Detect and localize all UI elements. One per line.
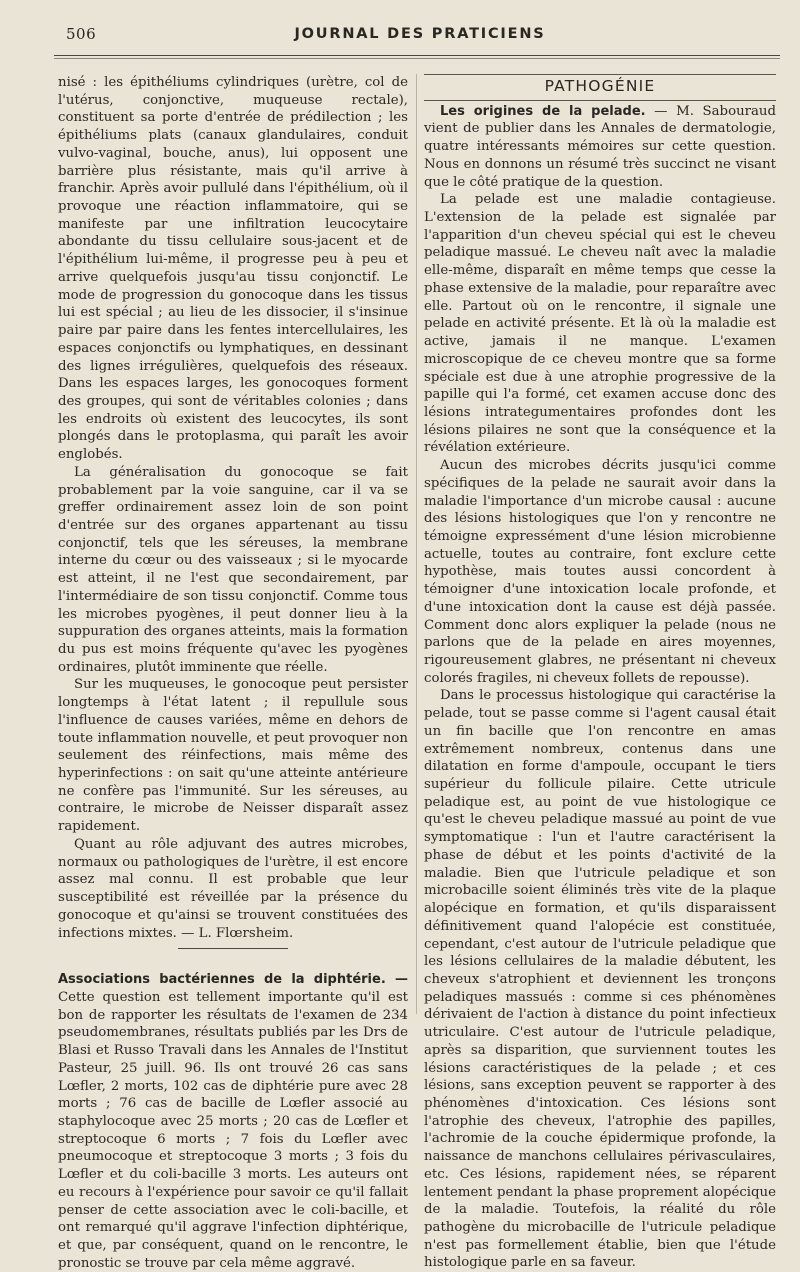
paragraph: La pelade est une maladie contagieuse. L'extension de la pelade est signalée par l'apparition d'un cheveu spécial qui est le cheveu peladique massué. Le cheveu naît avec la maladie elle-même, disparaît en même temps que cesse la phase extensive de la maladie, pour reparaître avec elle. Partout où on le rencontre, il signale une pelade en activité présente. Et là où la maladie est active, jamais il ne manque. L'examen microscopique de ce cheveu montre que sa forme spéciale est due à une atrophie progressive de la papille qui l'a formé, cet examen accuse donc des lésions intrategumentaires profondes dont les lésions pilaires ne sont que la conséquence et la révélation extérieure.	[424, 192, 776, 456]
paragraph: Sur les muqueuses, le gonocoque peut persister longtemps à l'état latent ; il repullule sous l'influence de causes variées, même en dehors de toute inflammation nouvelle, et peut provoquer non seulement des réinfections, mais même des hyperinfections : on sait qu'une atteinte antérieure ne confère pas l'immunité. Sur les séreuses, au contraire, le microbe de Neisser disparaît assez rapidement.	[58, 677, 408, 835]
article-intro-text: — M. Sabouraud vient de publier dans les Annales de dermatologie, quatre intéressants mémoires sur cette question. Nous en donnons un résumé très succinct ne visant que le côté pratique de la question.	[424, 103, 776, 190]
article-separator	[178, 948, 288, 949]
article-title: Les origines de la pelade.	[440, 103, 646, 119]
paragraph: nisé : les épithéliums cylindriques (urètre, col de l'utérus, conjonctive, muqueuse rectale), constituent sa porte d'entrée de prédilection ; les épithéliums plats (canaux glandulaires, conduit vulvo-vaginal, bouche, anus), lui opposent une barrière plus résistante, mais qu'il arrive à franchir. Après avoir pullulé dans l'épithélium, où il provoque une réaction inflammatoire, qui se manifeste par une infiltration leucocytaire abondante du tissu cellulaire sous-jacent et de l'épithélium lui-même, il progresse peu à peu et arrive quelquefois jusqu'au tissu conjonctif. Le mode de progression du gonocoque dans les tissus lui est spécial ; au lieu de les dissocier, il s'insinue paire par paire dans les fentes intercellulaires, les espaces conjonctifs ou lymphatiques, en dessinant des lignes irrégulières, quelquefois des réseaux. Dans les espaces larges, les gonocoques forment des groupes, qui sont de véritables colonies ; dans les endroits où existent des leucocytes, ils sont plongés dans le protoplasma, qui paraît les avoir englobés.	[58, 75, 408, 463]
journal-title: JOURNAL DES PRATICIENS	[294, 26, 546, 42]
left-column	[58, 74, 408, 1272]
article-text: Cette question est tellement importante qu'il est bon de rapporter les résultats de l'examen de 234 pseudomembranes, résultats publiés par les Drs de Blasi et Russo Travali dans les Annales de l'Institut Pasteur, 25 juill. 96. Ils ont trouvé 26 cas sans Lœfler, 2 morts, 102 cas de diphtérie pure avec 28 morts ; 76 cas de bacille de Lœfler associé au staphylocoque avec 25 morts ; 20 cas de Lœfler et streptocoque 6 morts ; 7 fois du Lœfler avec pneumocoque et streptocoque 3 morts ; 3 fois du Lœfler et du coli-bacille 3 morts. Les auteurs ont eu recours à l'expérience pour savoir ce qu'il fallait penser de cette association avec le coli-bacille, et ont remarqué qu'il aggrave l'infection diphtérique, et que, par conséquent, quand on le rencontre, le pronostic se trouve par cela même aggravé.	[58, 989, 408, 1271]
header-rule	[54, 55, 780, 56]
section-title: PATHOGÉNIE	[424, 74, 776, 101]
paragraph: Dans le processus histologique qui caractérise la pelade, tout se passe comme si l'agent causal était un fin bacille que l'on rencontre en amas extrêmement nombreux, contenus dans une dilatation en forme d'ampoule, occupant le tiers supérieur du follicule pilaire. Cette utricule peladique est, au point de vue histologique ce qu'est le cheveu peladique massué au point de vue symptomatique : l'un et l'autre caractérisent la phase de début et les points d'activité de la maladie. Bien que l'utricule peladique et son microbacille soient éliminés très vite de la plaque alopécique en formation, et qu'ils disparaissent définitivement quand l'alopécie est constituée, cependant, c'est autour de l'utricule peladique que les lésions cellulaires de la maladie débutent, les cheveux s'atrophient et deviennent les tronçons peladiques massués : comme si ces phénomènes dérivaient de l'action à distance du point infectieux utriculaire. C'est autour de l'utricule peladique, après sa disparition, que surviennent toutes les lésions caractéristiques de la pelade ; et ces lésions, sans exception peuvent se rapporter à des phénomènes d'intoxication. Ces lésions sont l'atrophie des cheveux, l'atrophie des papilles, l'achromie de la couche épidermique profonde, la naissance de manchons cellulaires périvasculaires, etc. Ces lésions, rapidement nées, se réparent lentement pendant la phase proprement alopécique de la maladie. Toutefois, la réalité du rôle pathogène du microbacille de l'utricule peladique n'est pas formellement établie, bien que l'étude histologique parle en sa faveur.	[424, 688, 776, 1271]
article-title: Associations bactériennes de la diphtérie. —	[58, 972, 408, 988]
header-rule-secondary	[54, 58, 780, 59]
page-number: 506	[66, 25, 97, 43]
paragraph: La généralisation du gonocoque se fait probablement par la voie sanguine, car il va se greffer ordinairement assez loin de son point d'entrée sur des organes appartenant au tissu conjonctif, tels que les séreuses, la membrane interne du cœur ou des vaisseaux ; si le myocarde est atteint, il ne l'est que secondairement, par l'intermédiaire de son tissu conjonctif. Comme tous les microbes pyogènes, il peut donner lieu à la suppuration des organes atteints, mais la formation du pus est moins fréquente qu'avec les pyogènes ordinaires, plutôt imminente que réelle.	[58, 464, 408, 675]
paragraph: Quant au rôle adjuvant des autres microbes, normaux ou pathologiques de l'urètre, il est encore assez mal connu. Il est probable que leur susceptibilité est réveillée par la présence du gonocoque et qu'ainsi se trouvent constituées des infections mixtes. — L. Flœrsheim.	[58, 836, 408, 941]
page-header	[0, 0, 800, 64]
right-column	[424, 74, 776, 1272]
paragraph: Aucun des microbes décrits jusqu'ici comme spécifiques de la pelade ne saurait avoir dans la maladie l'importance d'un microbe causal : aucune des lésions histologiques que l'on y rencontre ne témoigne expressément d'une lésion microbienne actuelle, toutes au contraire, font exclure cette hypothèse, mais toutes aussi concordent à témoigner d'une intoxication locale profonde, et d'une intoxication dont la cause est déjà passée. Comment donc alors expliquer la pelade (nous ne parlons que de la pelade en aires moyennes, rigoureusement glabres, ne présentant ni cheveux colorés fragiles, ni cheveux follets de repousse).	[424, 458, 776, 686]
column-divider	[416, 74, 417, 1014]
article-intro	[424, 103, 776, 192]
article-diphterie	[58, 971, 408, 1272]
